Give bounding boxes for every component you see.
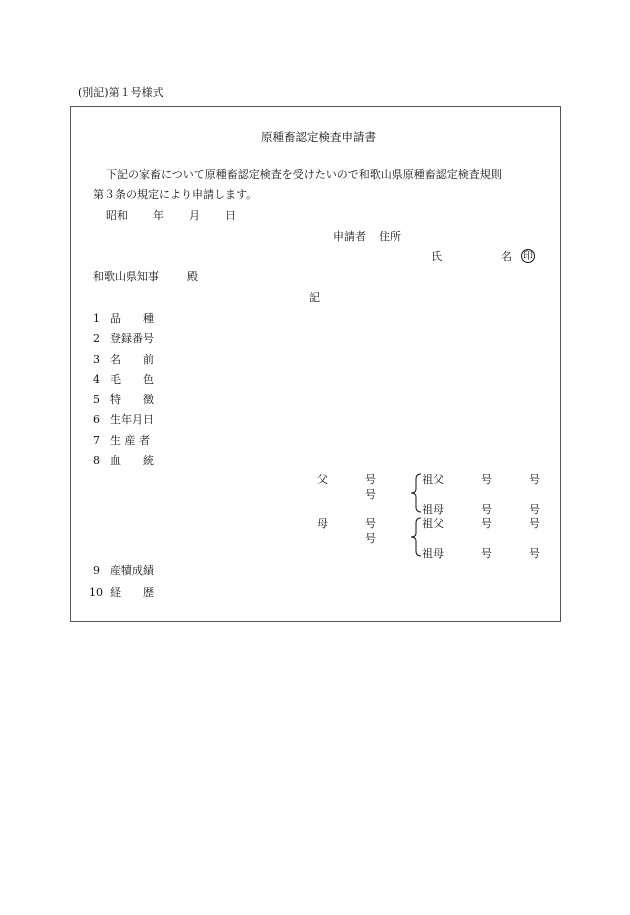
application-form [70,106,561,622]
item-number: 4 [93,373,100,386]
dam-grandsire-label: 祖父 [422,517,444,530]
dam-grandsire-number: 号 [529,517,540,530]
item-label-breed: 品 種 [110,312,154,325]
item-label-features: 特 徴 [110,393,154,406]
item-label-producer: 生 産 者 [110,434,150,447]
item-label-history: 経 歴 [110,586,154,599]
form-number-label: (別記)第１号様式 [78,86,164,99]
item-number: 5 [93,393,100,406]
item-label-birth-date: 生年月日 [110,413,154,426]
sire-granddam-number: 号 [529,503,540,516]
item-number: 9 [93,564,100,577]
body-text-line-2: 第３条の規定により申請します。 [93,188,258,201]
item-label-coat-color: 毛 色 [110,373,154,386]
form-title: 原種畜認定検査申請書 [261,130,376,144]
dam-granddam-number: 号 [529,547,540,560]
applicant-address-label: 住所 [379,230,401,243]
item-number: 6 [93,413,100,426]
item-number: 10 [89,586,103,599]
dam-label: 母 [317,517,328,530]
item-number: 1 [93,312,100,325]
dam-number-suffix: 号 [365,532,376,545]
sire-number-suffix: 号 [365,473,376,486]
date-year: 年 [153,209,164,222]
sire-granddam-label: 祖母 [422,503,444,516]
dam-brace [409,517,423,557]
sire-label: 父 [317,473,328,486]
sire-brace [409,473,423,513]
applicant-name-label-left: 氏 [431,250,442,263]
seal-mark-icon: 印 [523,251,533,262]
dam-granddam-number: 号 [481,547,492,560]
dam-number-suffix: 号 [365,517,376,530]
dam-granddam-label: 祖母 [422,547,444,560]
item-number: 2 [93,332,100,345]
sire-grandsire-number: 号 [529,473,540,486]
sire-grandsire-label: 祖父 [422,473,444,486]
body-text-line-1: 下記の家畜について原種畜認定検査を受けたいので和歌山県原種畜認定検査規則 [106,168,502,181]
item-number: 8 [93,454,100,467]
date-day: 日 [225,209,236,222]
addressee-name: 和歌山県知事 [93,270,159,283]
item-label-registration-number: 登録番号 [110,332,154,345]
applicant-label: 申請者 [333,230,366,243]
item-label-name: 名 前 [110,353,154,366]
addressee-honorific: 殿 [187,270,198,283]
dam-grandsire-number: 号 [481,517,492,530]
date-era: 昭和 [106,209,128,222]
item-label-pedigree: 血 統 [110,454,154,467]
sire-grandsire-number: 号 [481,473,492,486]
applicant-name-label-right: 名 [501,250,512,263]
date-month: 月 [189,209,200,222]
ki-heading: 記 [309,291,320,304]
sire-granddam-number: 号 [481,503,492,516]
sire-number-suffix: 号 [365,488,376,501]
item-label-calving-record: 産犢成績 [110,564,154,577]
item-number: 3 [93,353,100,366]
item-number: 7 [93,434,100,447]
